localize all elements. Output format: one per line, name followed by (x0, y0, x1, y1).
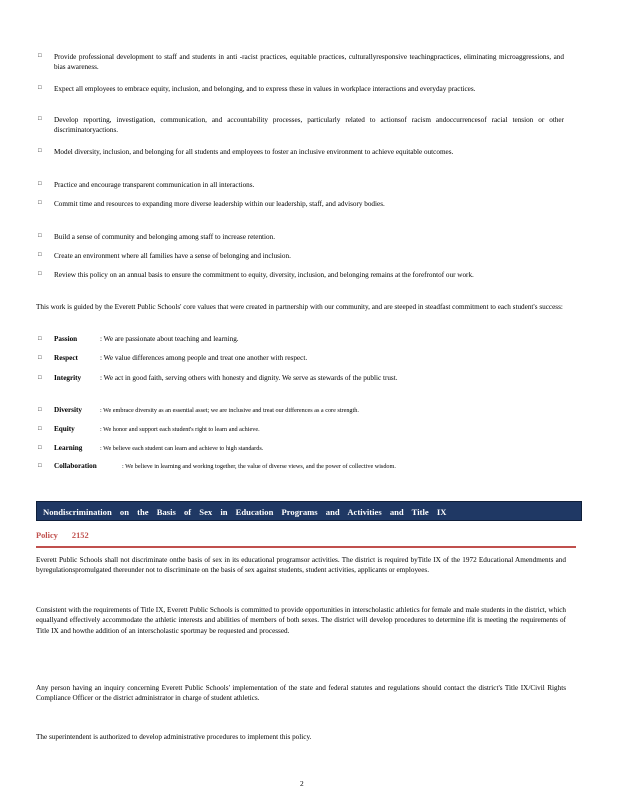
bullet-item: □ Commit time and resources to expanding more diverse leadership within our leadership, staff, and advisory bodies. (38, 200, 385, 208)
core-value-name: Collaboration (54, 462, 97, 470)
core-value-item (38, 443, 568, 454)
policy-paragraph: Any person having an inquiry concerning Everett Public Schools' implementation of the state and federal statutes and regulations should contact the district's Title IX/Civil Rights Compliance Officer or the district administrator in charge of student athletics. (36, 684, 566, 703)
page-number: 2 (300, 779, 304, 788)
core-value-description: : We believe in learning and working together, the value of diverse views, and the power of collective wisdom. (122, 463, 396, 470)
bullet-item: □ Develop reporting, investigation, communication, and accountability processes, particularly related to actionsof racism andoccurrencesof racial tension or other discriminatoryactions. (38, 116, 564, 135)
policy-heading (36, 531, 89, 540)
bullet-marker: □ (38, 148, 42, 154)
core-value-description: : We act in good faith, serving others with honesty and dignity. We serve as stewards of the public trust. (100, 374, 398, 382)
policy-paragraph: Everett Public Schools shall not discriminate onthe basis of sex in its educational programsor activities. The district is required byTitle IX of the 1972 Educational Amendments and byregulationspromulgated thereunder not to discriminate on the basis of sex against students, student activities, applicants or employees. (36, 556, 566, 575)
bullet-marker: □ (38, 336, 42, 342)
bullet-item: □ Create an environment where all families have a sense of belonging and inclusion. (38, 252, 291, 260)
bullet-item: □ Provide professional development to staff and students in anti -racist practices, equitable practices, culturallyresponsive teachingpractices, eliminating microaggressions, and bias awareness. (38, 53, 564, 72)
bullet-marker: □ (38, 445, 42, 451)
bullet-item: □ Expect all employees to embrace equity, inclusion, and belonging, and to express these in values in workplace interactions and everyday practices. (38, 85, 476, 93)
bullet-marker: □ (38, 271, 42, 277)
core-value-item (38, 424, 568, 435)
core-value-item (38, 334, 568, 344)
bullet-item: □ Practice and encourage transparent communication in all interactions. (38, 181, 255, 189)
bullet-marker: □ (38, 426, 42, 432)
bullet-marker: □ (38, 200, 42, 206)
bullet-marker: □ (38, 407, 42, 413)
core-value-item (38, 373, 568, 383)
core-value-item (38, 353, 568, 363)
bullet-item: □ Build a sense of community and belonging among staff to increase retention. (38, 233, 276, 241)
core-value-name: Respect (54, 354, 78, 362)
bullet-marker: □ (38, 375, 42, 381)
bullet-marker: □ (38, 85, 42, 91)
bullet-item: □ Review this policy on an annual basis to ensure the commitment to equity, diversity, inclusion, and belonging remains at the forefrontof our work. (38, 271, 474, 279)
core-value-item (38, 461, 568, 472)
core-value-item (38, 405, 568, 416)
core-value-description: : We value differences among people and treat one another with respect. (100, 354, 308, 362)
core-value-description: : We believe each student can learn and achieve to high standards. (100, 445, 264, 452)
bullet-marker: □ (38, 233, 42, 239)
core-values-intro: This work is guided by the Everett Public Schools' core values that were created in partnership with our community, and are steeped in steadfast commitment to each student's success: (36, 303, 563, 311)
core-value-name: Passion (54, 335, 78, 343)
policy-paragraph: The superintendent is authorized to develop administrative procedures to implement this policy. (36, 733, 312, 741)
policy-paragraph: Consistent with the requirements of Title IX, Everett Public Schools is committed to provide opportunities in interscholastic athletics for female and male students in the district, which equallyand effectively accommodate the athletic interests and abilities of members of both sexes. The district will develop procedures to determine ifit is meeting the requirements of Title IX and howthe addition of an interscholastic sportmay be requested and processed. (36, 606, 566, 635)
core-value-name: Integrity (54, 374, 82, 382)
bullet-marker: □ (38, 116, 42, 122)
bullet-marker: □ (38, 181, 42, 187)
section-title-banner: Nondiscrimination on the Basis of Sex in Education Programs and Activities and Title IX (36, 501, 582, 521)
bullet-marker: □ (38, 252, 42, 258)
core-value-description: : We are passionate about teaching and learning. (100, 335, 239, 343)
heading-rule (36, 546, 576, 548)
bullet-marker: □ (38, 53, 42, 59)
bullet-item: □ Model diversity, inclusion, and belonging for all students and employees to foster an inclusive environment to achieve equitable outcomes. (38, 148, 454, 156)
bullet-marker: □ (38, 355, 42, 361)
policy-label: Policy (36, 531, 58, 540)
bullet-marker: □ (38, 463, 42, 469)
core-value-name: Diversity (54, 406, 82, 414)
core-value-name: Learning (54, 444, 83, 452)
core-value-description: : We embrace diversity as an essential asset; we are inclusive and treat our differences as a core strength. (100, 407, 359, 414)
core-value-description: : We honor and support each student's right to learn and achieve. (100, 426, 260, 433)
core-value-name: Equity (54, 425, 75, 433)
policy-number: 2152 (71, 531, 89, 540)
